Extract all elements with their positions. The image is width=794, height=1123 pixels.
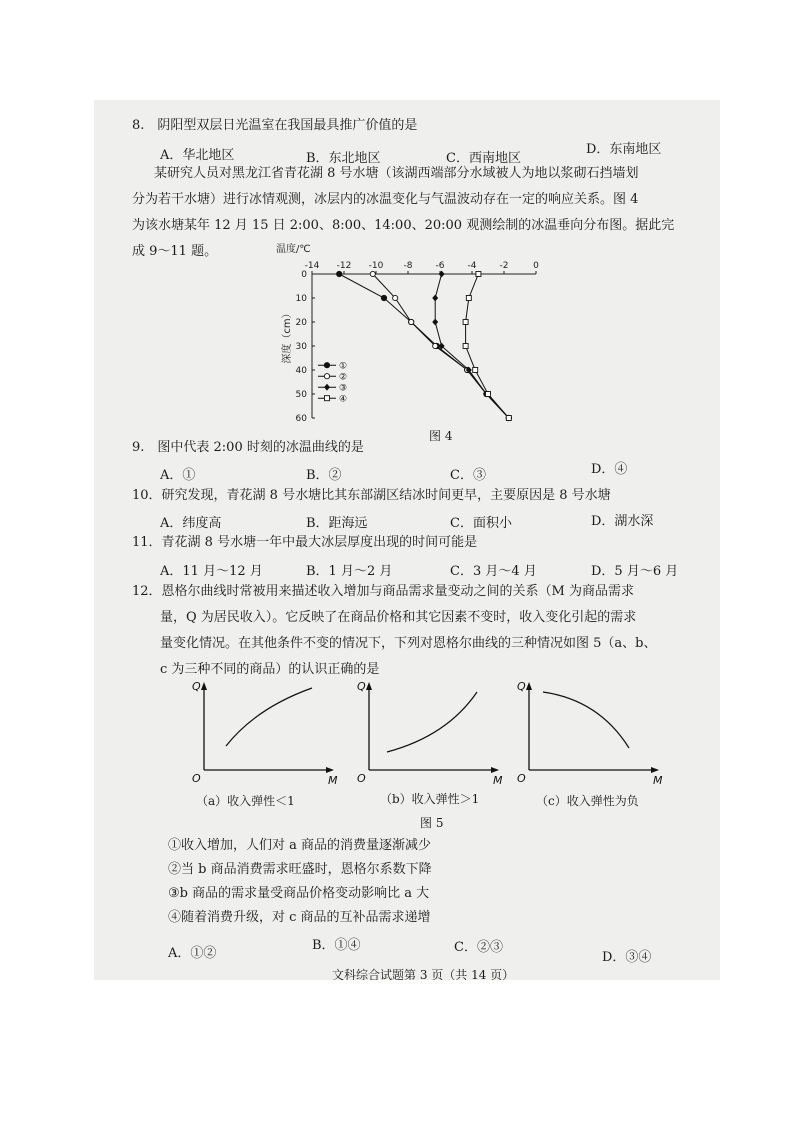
q8-option-b: B．东北地区 [306, 151, 381, 166]
q12-statement-1: ①收入增加，人们对 a 商品的消费量逐渐减少 [168, 838, 432, 853]
data-point [337, 271, 342, 276]
q11-option-c: C．3 月～4 月 [450, 564, 537, 579]
series-line [435, 274, 509, 418]
page-footer: 文科综合试题第 3 页（共 14 页） [332, 968, 515, 980]
q10-option-c: C．面积小 [450, 516, 512, 531]
exam-page [94, 100, 720, 980]
intro-line-1: 某研究人员对黑龙江省青花湖 8 号水塘（该湖西端部分水域被人为地以浆砌石挡墙划 [154, 166, 639, 181]
q8-option-c: C．西南地区 [446, 151, 521, 166]
x-tick-label: -2 [499, 261, 509, 271]
q12-statement-3: ③b 商品的需求量受商品价格变动影响比 a 大 [168, 886, 430, 901]
y-tick-label: 30 [295, 342, 307, 352]
data-point [476, 272, 481, 277]
question-12-line-4: c 为三种不同的商品）的认识正确的是 [160, 662, 380, 677]
origin-label: O [357, 772, 366, 785]
legend-marker [324, 363, 329, 368]
engel-curve [226, 688, 312, 746]
data-point [486, 392, 491, 397]
fig5-caption-a: （a）收入弹性＜1 [196, 794, 295, 808]
figure-4-caption: 图 4 [429, 429, 453, 443]
engel-panel-a [192, 680, 338, 786]
y-tick-label: 60 [295, 414, 307, 424]
y-tick-label: 40 [295, 366, 307, 376]
x-tick-label: -12 [336, 261, 352, 271]
q-axis-label: Q [357, 680, 366, 693]
q12-option-a: A．①② [168, 946, 217, 961]
y-tick-label: 20 [295, 318, 307, 328]
q10-option-a: A．纬度高 [160, 516, 222, 531]
x-tick-label: -14 [304, 261, 320, 271]
data-point [466, 296, 471, 301]
question-10-stem: 10．研究发现，青花湖 8 号水塘比其东部湖区结冰时间更早，主要原因是 8 号水塘 [132, 488, 611, 503]
x-tick-label: -10 [368, 261, 384, 271]
origin-label: O [192, 772, 201, 785]
m-axis-arrow [326, 767, 334, 773]
q8-option-d: D．东南地区 [586, 142, 662, 157]
figure-5-caption: 图 5 [420, 816, 444, 830]
q9-option-d: D．④ [591, 462, 628, 477]
engel-panel-c [517, 680, 663, 786]
q9-option-a: A．① [160, 468, 196, 483]
engel-curve [387, 692, 477, 752]
question-12-line-2: 量，Q 为居民收入）。它反映了在商品价格和其它因素不变时，收入变化引起的需求 [160, 610, 637, 625]
q-axis-arrow [201, 682, 207, 690]
q-axis-arrow [526, 682, 532, 690]
data-point [370, 271, 375, 276]
q12-statement-4: ④随着消费升级，对 c 商品的互补品需求递增 [168, 910, 431, 925]
fig5-caption-c: （c）收入弹性为负 [536, 794, 639, 808]
engel-curves-figure [174, 674, 674, 786]
series-3 [432, 271, 512, 422]
question-12-line-3: 量变化情况。在其他条件不变的情况下，下列对恩格尔曲线的三种情况如图 5（a、b、 [160, 636, 657, 651]
y-tick-label: 50 [295, 390, 307, 400]
data-point [432, 295, 438, 302]
q11-option-a: A．11 月～12 月 [160, 564, 263, 579]
m-axis-label: M [328, 774, 338, 786]
q12-option-d: D．③④ [602, 950, 652, 965]
q9-option-c: C．③ [450, 468, 486, 483]
question-11-stem: 11．青花湖 8 号水塘一年中最大冰层厚度出现的时间可能是 [132, 535, 478, 550]
q-axis-arrow [366, 682, 372, 690]
legend-label: ③ [339, 383, 348, 394]
q10-option-b: B．距海远 [306, 516, 368, 531]
x-axis-title: 温度/℃ [276, 244, 311, 255]
data-point [463, 320, 468, 325]
ice-temperature-chart [274, 232, 564, 430]
data-point [463, 344, 468, 349]
series-4 [463, 272, 511, 421]
data-point [506, 416, 511, 421]
data-point [432, 319, 438, 326]
legend-label: ① [339, 361, 348, 372]
m-axis-arrow [651, 767, 659, 773]
engel-curve [543, 692, 629, 748]
q8-option-a: A．华北地区 [160, 148, 235, 163]
q11-option-b: B．1 月～2 月 [306, 564, 393, 579]
m-axis-label: M [493, 774, 503, 786]
data-point [393, 295, 398, 300]
data-point [433, 343, 438, 348]
origin-label: O [517, 772, 526, 785]
legend-label: ② [339, 372, 348, 383]
data-point [381, 295, 386, 300]
q12-option-c: C．②③ [454, 940, 503, 955]
q11-option-d: D．5 月～6 月 [591, 564, 679, 579]
series-1 [337, 271, 512, 420]
series-line [339, 274, 509, 418]
q12-option-b: B．①④ [312, 938, 361, 953]
question-8-stem: 8. 阴阳型双层日光温室在我国最具推广价值的是 [132, 118, 418, 133]
m-axis-label: M [653, 774, 663, 786]
data-point [409, 319, 414, 324]
data-point [473, 368, 478, 373]
q9-option-b: B．② [306, 468, 342, 483]
x-tick-label: -6 [435, 261, 445, 271]
legend-marker [325, 396, 330, 401]
intro-line-4: 成 9～11 题。 [132, 244, 218, 259]
legend-marker [324, 384, 330, 391]
question-12-line-1: 12．恩格尔曲线时常被用来描述收入增加与商品需求量变动之间的关系（M 为商品需求 [132, 584, 634, 599]
engel-panel-b [357, 680, 503, 786]
q10-option-d: D．湖水深 [591, 514, 654, 529]
q-axis-label: Q [517, 680, 526, 693]
intro-line-2: 分为若干水塘）进行冰情观测，冰层内的冰温变化与气温波动存在一定的响应关系。图 4 [132, 192, 639, 207]
legend-marker [324, 374, 329, 379]
y-tick-label: 10 [295, 294, 307, 304]
intro-line-3: 为该水塘某年 12 月 15 日 2:00、8:00、14:00、20:00 观测绘制的冰温垂向分布图。据此完 [132, 218, 675, 233]
m-axis-arrow [491, 767, 499, 773]
x-tick-label: -8 [403, 261, 413, 271]
x-tick-label: 0 [533, 261, 539, 271]
legend-label: ④ [339, 394, 348, 405]
question-9-stem: 9. 图中代表 2:00 时刻的冰温曲线的是 [132, 440, 364, 455]
fig5-caption-b: （b）收入弹性＞1 [380, 792, 480, 806]
y-tick-label: 0 [301, 270, 307, 280]
y-axis-title: 深度（cm） [282, 308, 293, 364]
q12-statement-2: ②当 b 商品消费需求旺盛时，恩格尔系数下降 [168, 862, 432, 877]
q-axis-label: Q [192, 680, 201, 693]
x-tick-label: -4 [467, 261, 477, 271]
